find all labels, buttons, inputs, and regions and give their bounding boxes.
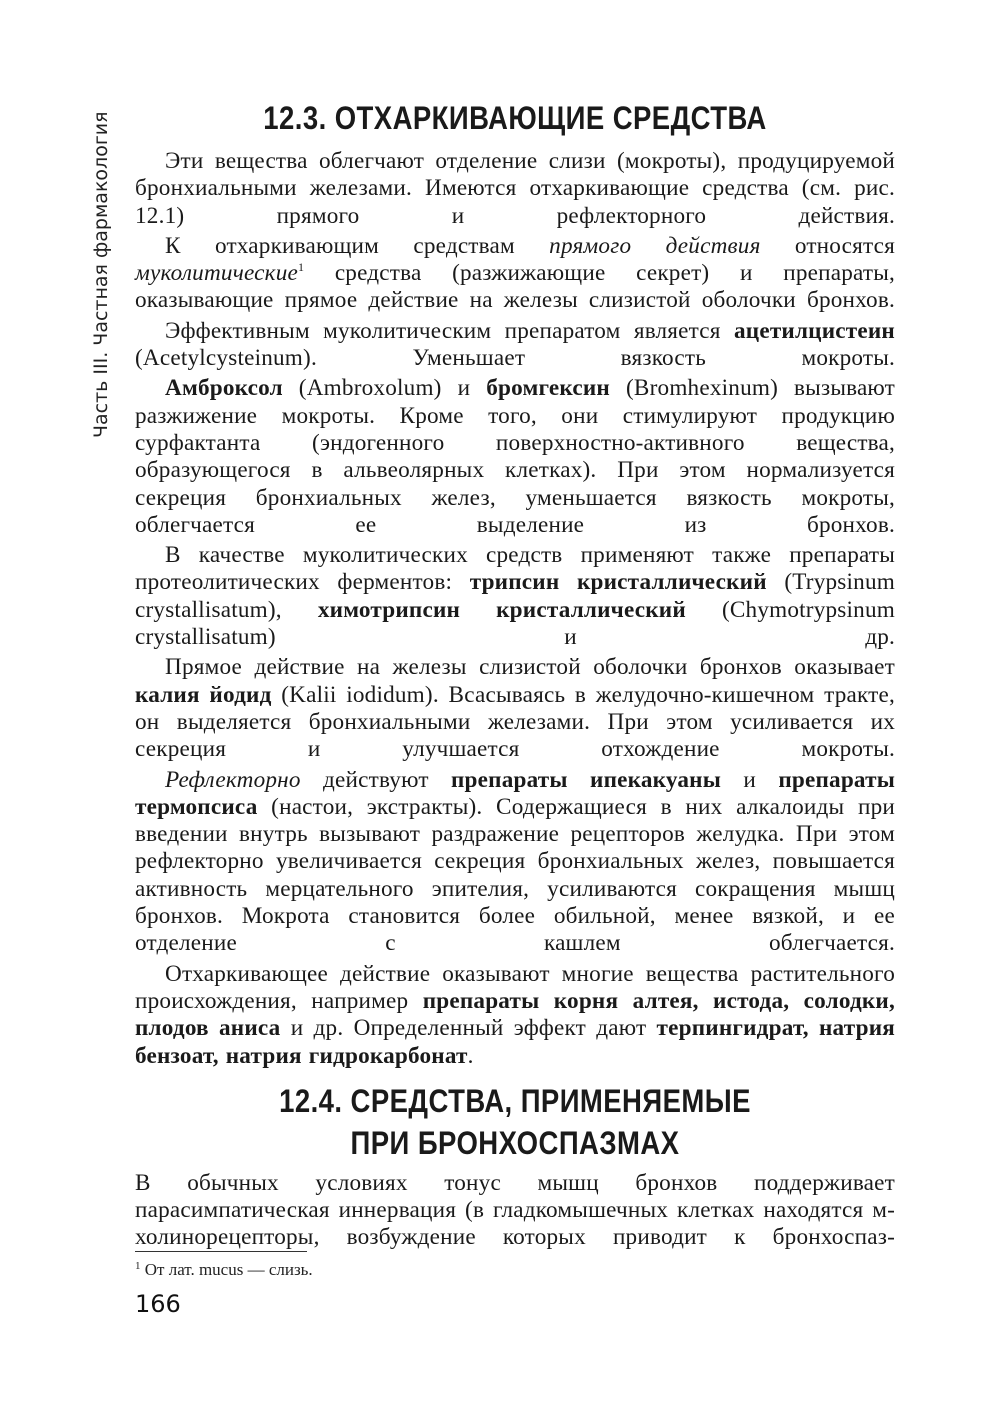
footnote-reference: 1 [297, 260, 305, 275]
text-run: (Bromhexinum) вызывают разжижение мокроты. Кроме того, они стимулируют продукцию сурфактанта (эндогенного поверхностно-активного вещества, образующегося в альвеолярных клетках). При этом нормализуется секреция бронхиальных желез, уменьшается вязкость мокроты, облегчается ее выделение из бронхов. [135, 375, 895, 538]
section-heading-bronchospasm-line2: ПРИ БРОНХОСПАЗМАХ [350, 1124, 680, 1161]
text-run: относятся [760, 232, 895, 259]
section-heading-wrap [135, 96, 895, 140]
drug-name-potassium-iodide: калия йодид [135, 681, 272, 708]
drug-name-trypsin: трипсин кристаллический [469, 569, 767, 596]
italic-term-direct-action: прямого действия [549, 232, 761, 259]
drug-name-terpinhydrate: терпингидрат, натрия бензоат, натрия гидрокарбонат [135, 1015, 895, 1069]
text-run: . [467, 1042, 474, 1069]
paragraph-5 [135, 542, 895, 651]
footnote-text: От лат. mucus — слизь. [140, 1260, 313, 1279]
drug-name-acetylcysteine: ацетилцистеин [733, 317, 895, 344]
text-run: и др. Определенный эффект дают [280, 1015, 657, 1042]
text-run: (Ambroxolum) и [282, 375, 487, 402]
page-number: 166 [135, 1290, 181, 1318]
section-heading-expectorants: 12.3. ОТХАРКИВАЮЩИЕ СРЕДСТВА [263, 100, 767, 136]
paragraph-3 [135, 318, 895, 373]
text-run: (Kalii iodidum). Всасываясь в желудочно-кишечном тракте, он выделяется бронхиальными железами. При этом усиливается их секреция и улучшается отхождение мокроты. [135, 681, 895, 763]
paragraph-9-text: В обычных условиях тонус мышц бронхов поддерживает парасимпатическая иннервация (в гладкомышечных клетках находятся м-холинорецепторы, возбуждение которых приводит к бронхоспаз- [135, 1169, 895, 1251]
footnote [135, 1260, 313, 1280]
paragraph-4 [135, 375, 895, 539]
paragraph-6 [135, 654, 895, 763]
text-run: (Acetylcysteinum). Уменьшает вязкость мокроты. [135, 345, 895, 372]
paragraph-7 [135, 767, 895, 958]
drug-name-ipecac: препараты ипекакуаны [451, 766, 722, 793]
paragraph-1-text: Эти вещества облегчают отделение слизи (мокроты), продуцируемой бронхиальными железами. Имеются отхаркивающие средства (см. рис. 12.1) прямого и рефлекторного действия. [135, 148, 895, 229]
paragraph-1 [135, 148, 895, 230]
text-run: (настои, экстракты). Содержащиеся в них алкалоиды при введении внутрь вызывают раздражение рецепторов желудка. При этом рефлекторно увеличивается секреция бронхиальных желез, повышается активность мерцательного эпителия, усиливаются сокращения мышц бронхов. Мокрота становится более обильной, менее вязкой, и ее отделение с кашлем облегчается. [135, 793, 895, 957]
drug-name-ambroxol: Амброксол [165, 375, 283, 402]
drug-name-herbal: препараты корня алтея, истода, солодки, плодов аниса [135, 987, 895, 1042]
text-run: Отхаркивающее действие оказывают многие вещества растительного происхождения, например [135, 960, 895, 1014]
paragraph-8 [135, 961, 895, 1070]
text-run: Прямое действие на железы слизистой оболочки бронхов оказывает [165, 654, 895, 681]
text-run: (Trypsinum crystallisatum), [135, 569, 896, 623]
drug-name-bromhexine: бромгексин [486, 375, 610, 402]
italic-term-mucolytic: муколитические [135, 260, 298, 287]
paragraph-9 [135, 1170, 895, 1252]
section-heading-wrap-2 [135, 1080, 895, 1164]
italic-term-reflex: Рефлекторно [165, 766, 301, 793]
text-run: средства (разжижающие секрет) и препараты, оказывающие прямое действие на железы слизистой оболочки бронхов. [135, 260, 895, 314]
drug-name-thermopsis: препараты термопсиса [135, 766, 895, 820]
section-heading-bronchospasm-line1: 12.4. СРЕДСТВА, ПРИМЕНЯЕМЫЕ [279, 1082, 751, 1119]
footnote-rule [135, 1251, 307, 1252]
page-body [135, 92, 895, 1252]
footnote-marker: 1 [135, 1260, 141, 1272]
text-run: Эффективным муколитическим препаратом является [165, 317, 734, 344]
text-run: К отхаркивающим средствам [165, 232, 550, 259]
text-run: (Chymotrypsinum crystallisatum) и др. [135, 596, 895, 651]
text-run: и [721, 766, 779, 793]
text-run: действуют [300, 766, 451, 793]
text-run: В качестве муколитических средств применяют также препараты протеолитических ферментов: [135, 542, 895, 596]
running-head: Часть III. Частная фармакология [90, 111, 112, 438]
paragraph-2 [135, 233, 895, 315]
drug-name-chymotrypsin: химотрипсин кристаллический [317, 596, 686, 623]
